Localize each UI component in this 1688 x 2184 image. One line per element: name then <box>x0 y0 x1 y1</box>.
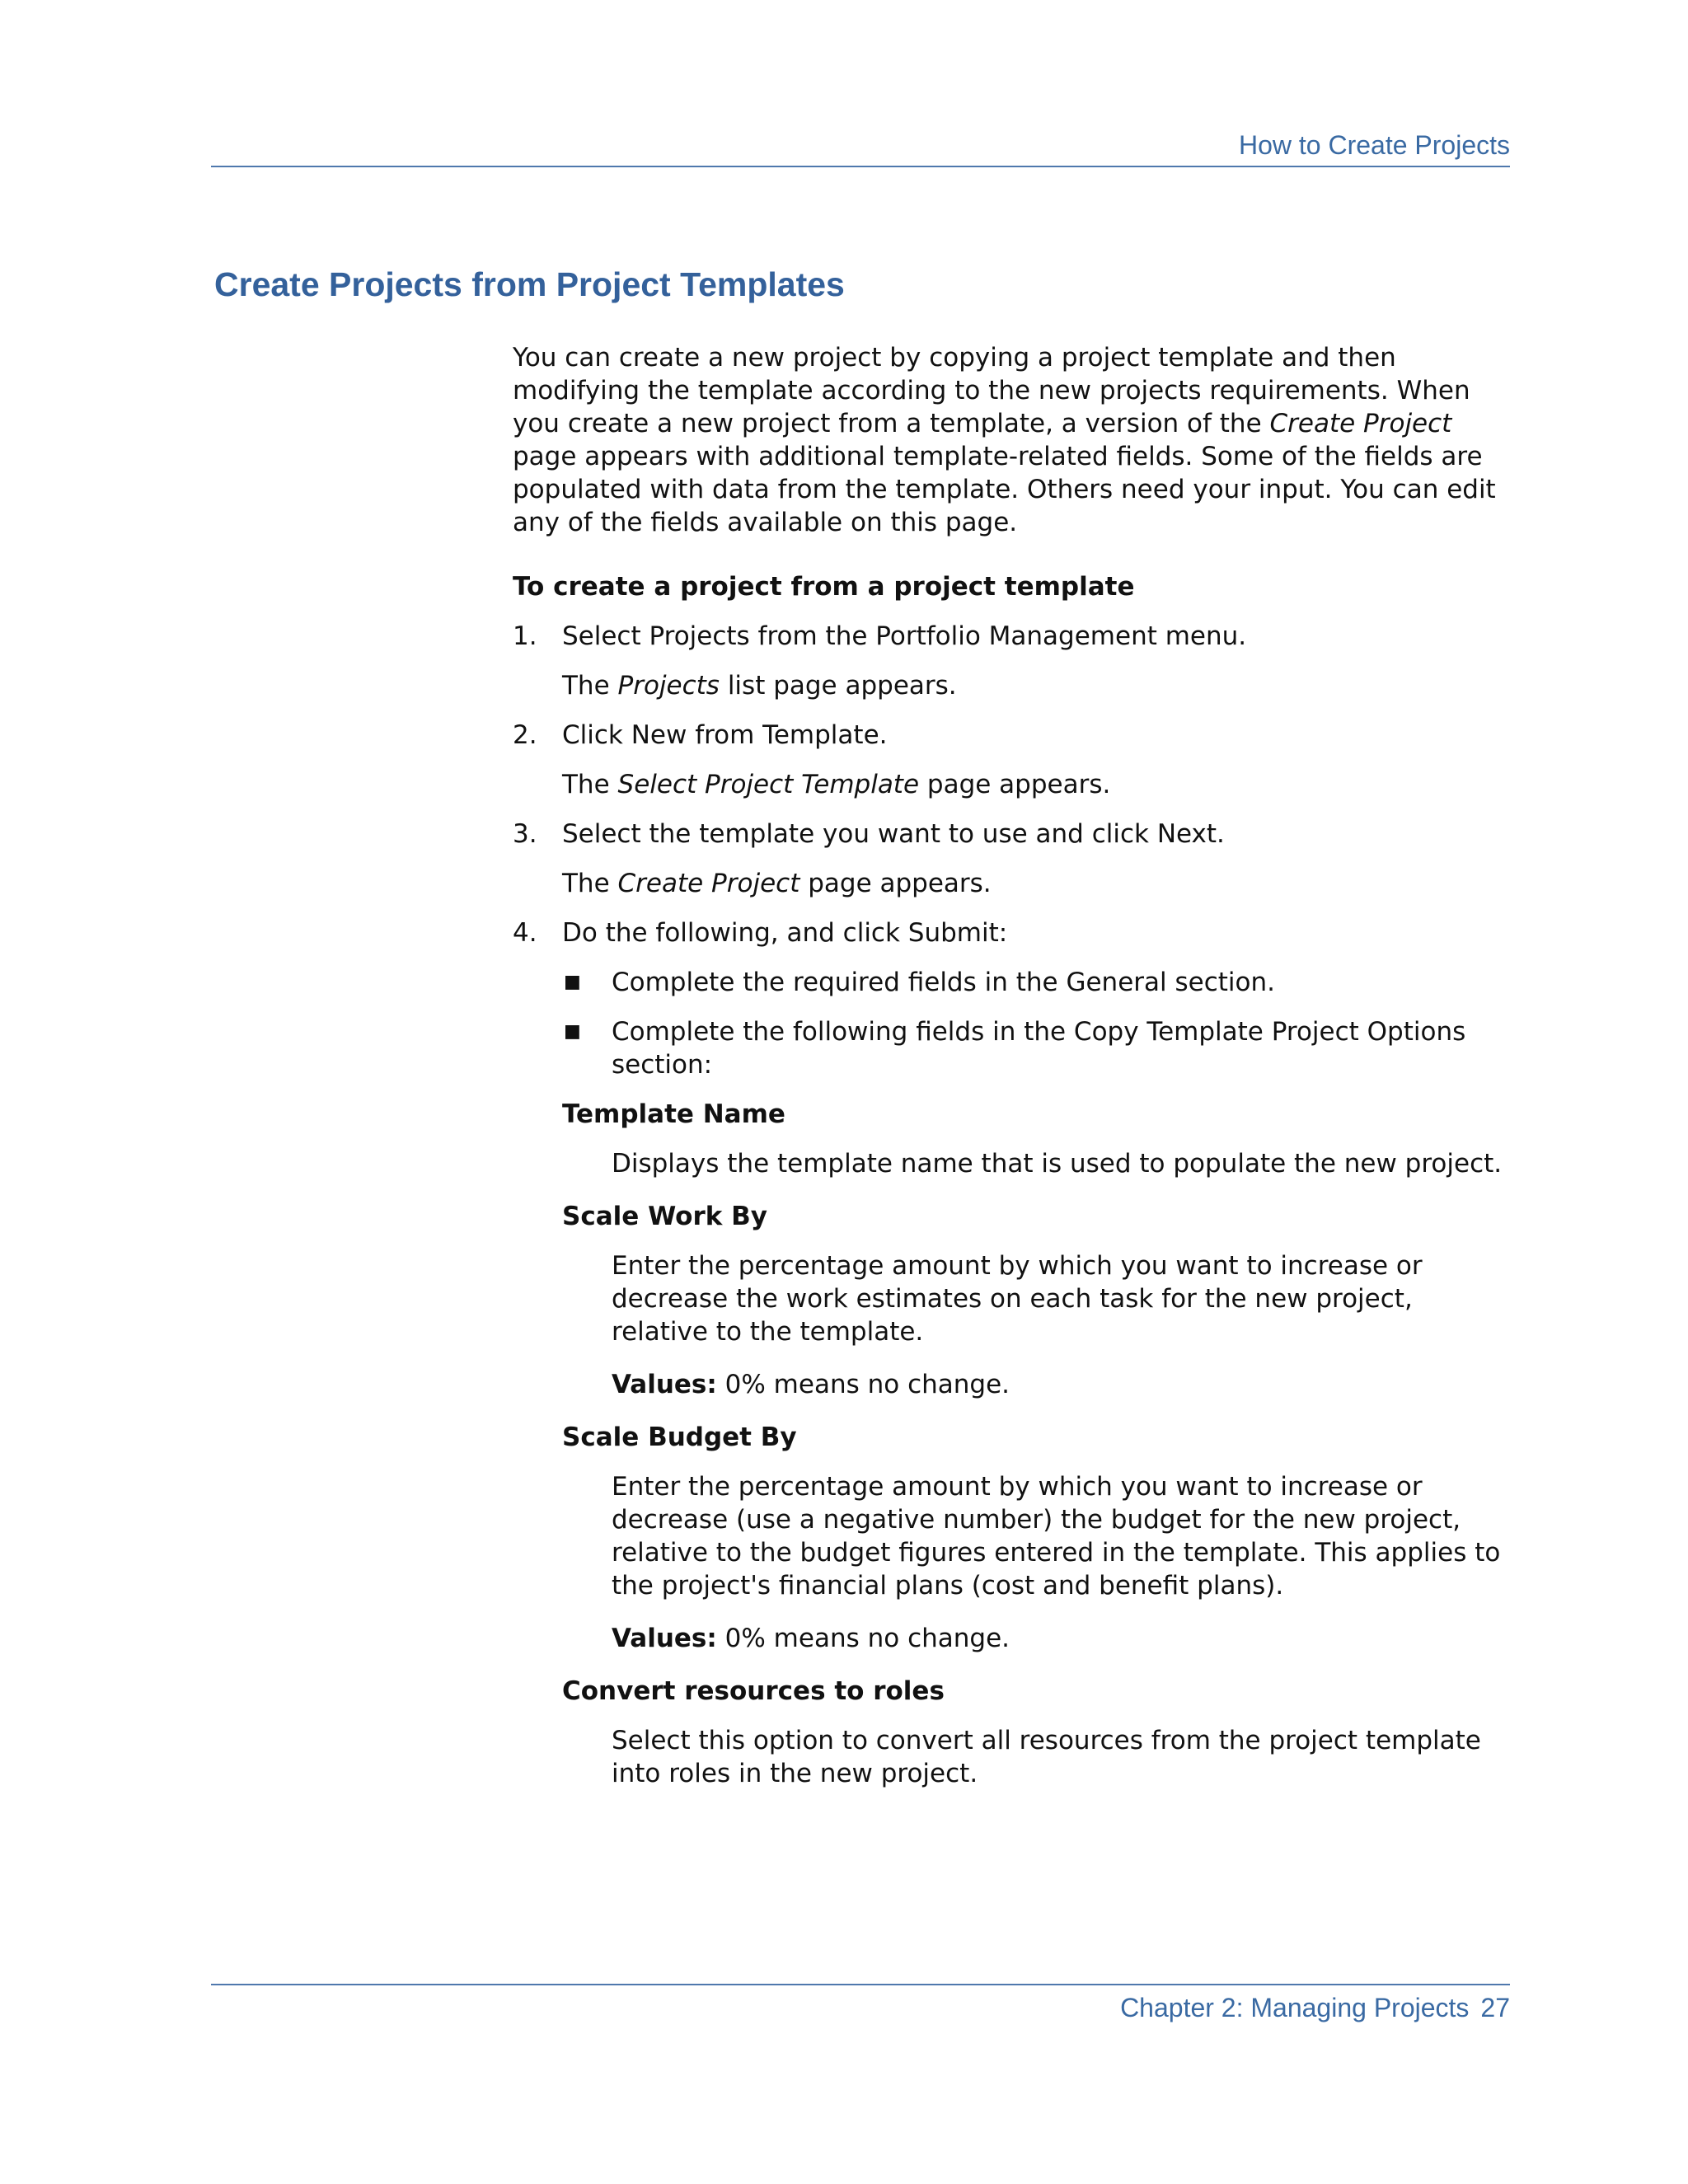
step-text: Select Projects from the Portfolio Management menu. <box>562 621 1247 651</box>
field-description: Displays the template name that is used to populate the new project. <box>612 1149 1503 1179</box>
running-footer <box>211 1993 1510 2023</box>
step-result-text: list page appears. <box>719 671 957 701</box>
footer-chapter: Chapter 2: Managing Projects <box>1120 1993 1470 2022</box>
step-result <box>562 669 1514 702</box>
step-text: Select the template you want to use and click Next. <box>562 819 1225 849</box>
step-result-text: The <box>562 869 618 898</box>
step-result-text: page appears. <box>919 770 1111 799</box>
square-bullet-icon: ■ <box>564 972 581 992</box>
bullet-text: Complete the following fields in the Copy Template Project Options section: <box>612 1017 1466 1080</box>
values-label: Values: <box>612 1624 717 1653</box>
field-values <box>562 1368 1514 1401</box>
values-text: 0% means no change. <box>716 1624 1010 1653</box>
field-label: Template Name <box>562 1099 785 1129</box>
step-text: Click New from Template. <box>562 720 888 750</box>
field-description: Enter the percentage amount by which you want to increase or decrease the work estimates on each task for the new project, relative to the template. <box>612 1251 1423 1347</box>
bullet-item <box>562 1015 1514 1081</box>
section-title: Create Projects from Project Templates <box>214 265 845 303</box>
field-definitions <box>562 1098 1514 1790</box>
values-label: Values: <box>612 1370 717 1399</box>
step-item <box>513 620 1514 702</box>
intro-italic: Create Project <box>1269 409 1452 438</box>
square-bullet-icon: ■ <box>564 1021 581 1042</box>
step-number: 3. <box>513 819 537 849</box>
intro-text: page appears with additional template-related fields. Some of the fields are populated with data from the template. Others need your input. You can edit any of the fields available on this page. <box>513 442 1496 537</box>
steps-list <box>513 620 1514 1790</box>
field-label: Scale Work By <box>562 1202 767 1231</box>
field-description: Select this option to convert all resources from the project template into roles in the new project. <box>612 1726 1481 1788</box>
step-item <box>513 818 1514 900</box>
step-result-text: The <box>562 770 618 799</box>
field-label: Scale Budget By <box>562 1422 797 1452</box>
procedure-heading: To create a project from a project template <box>513 572 1135 602</box>
field-description: Enter the percentage amount by which you want to increase or decrease (use a negative number) the budget for the new project, relative to the budget figures entered in the template. This applies to the project's financial plans (cost and benefit plans). <box>612 1472 1501 1601</box>
step-number: 1. <box>513 621 537 651</box>
step-result <box>562 768 1514 801</box>
step-result-italic: Create Project <box>617 869 800 898</box>
intro-text: You can create a new project by copying a project template and then modifying the template according to the new projects requirements. When you create a new project from a template, a version of the <box>513 343 1470 438</box>
footer-rule <box>211 1984 1510 1985</box>
step-item <box>513 916 1514 1790</box>
step-number: 2. <box>513 720 537 750</box>
header-rule <box>211 166 1510 167</box>
bullet-list <box>562 966 1514 1081</box>
step-result-text: The <box>562 671 618 701</box>
running-header: How to Create Projects <box>1238 130 1510 160</box>
step-text: Do the following, and click Submit: <box>562 918 1008 948</box>
step-number: 4. <box>513 918 537 948</box>
intro-paragraph <box>513 341 1514 539</box>
field-values <box>562 1622 1514 1655</box>
page-number: 27 <box>1480 1993 1510 2022</box>
step-result-italic: Projects <box>617 671 720 701</box>
bullet-item <box>562 966 1514 999</box>
values-text: 0% means no change. <box>716 1370 1010 1399</box>
step-result-text: page appears. <box>799 869 992 898</box>
step-result <box>562 867 1514 900</box>
content-column <box>513 341 1514 1810</box>
step-item <box>513 719 1514 801</box>
step-result-italic: Select Project Template <box>617 770 920 799</box>
field-label: Convert resources to roles <box>562 1676 945 1706</box>
bullet-text: Complete the required fields in the General section. <box>612 968 1275 997</box>
